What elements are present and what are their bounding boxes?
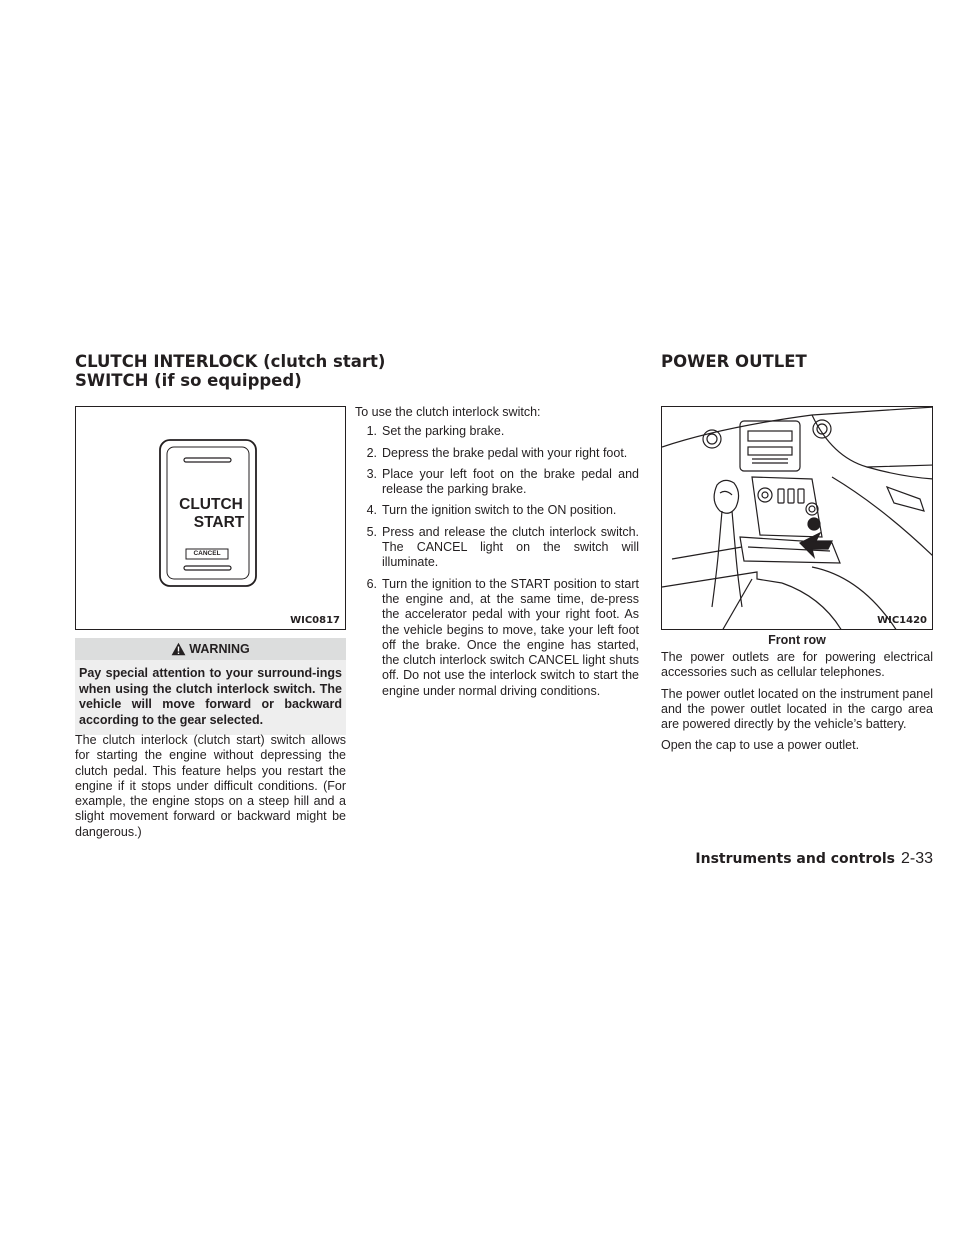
list-item: 6. Turn the ignition to the START position to start the engine and, at the same time, de-press the accelerator pedal with your right foot. As the vehicle begins to move, take your left foot off the brake. Once the engine has started, the clutch interlock switch CANCEL light shuts off. Do not use the interlock switch to start the engine under normal driving conditions. xyxy=(366,576,639,698)
clutch-steps-section xyxy=(355,405,639,705)
power-outlet-illustration xyxy=(662,407,933,630)
list-item: 1. Set the parking brake. xyxy=(366,424,505,439)
list-item: 3. Place your left foot on the brake pedal and release the parking brake. xyxy=(366,466,639,497)
warning-box xyxy=(75,638,346,735)
page-number: 2-33 xyxy=(900,850,933,867)
section-title-clutch-interlock xyxy=(75,352,385,390)
power-outlet-paragraph: The power outlet located on the instrument panel and the power outlet located in the cargo area are powered directly by the vehicle’s battery. xyxy=(661,686,933,732)
figure-id-right: WIC1420 xyxy=(877,615,927,626)
figure-power-outlet xyxy=(661,406,933,630)
section-title-power-outlet: POWER OUTLET xyxy=(661,352,807,371)
warning-text: Pay special attention to your surround-ings when using the clutch interlock switch. The vehicle will move forward or backward according to the gear selected. xyxy=(75,660,346,735)
section-title-line1: CLUTCH INTERLOCK (clutch start) xyxy=(75,352,386,371)
power-outlet-paragraph: Open the cap to use a power outlet. xyxy=(661,738,860,753)
page-footer xyxy=(695,850,933,868)
cancel-indicator-label: CANCEL xyxy=(193,550,221,557)
warning-icon xyxy=(171,641,186,663)
power-outlet-description xyxy=(661,650,933,760)
figure-caption-front-row: Front row xyxy=(768,633,826,647)
list-item: 4. Turn the ignition switch to the ON position. xyxy=(366,503,617,518)
list-item: 5. Press and release the clutch interlock switch. The CANCEL light on the switch will illuminate. xyxy=(366,524,639,570)
section-title-line2: SWITCH (if so equipped) xyxy=(75,371,302,390)
switch-label-start: START xyxy=(193,514,245,531)
figure-clutch-switch xyxy=(75,406,346,630)
steps-intro: To use the clutch interlock switch: xyxy=(355,405,541,419)
list-item: 2. Depress the brake pedal with your right foot. xyxy=(366,445,628,460)
warning-header xyxy=(75,638,346,660)
clutch-description-text: The clutch interlock (clutch start) switch allows for starting the engine without depressing the clutch pedal. This feature helps you restart the engine if it stops under difficult conditions. (For example, the engine stops on a steep hill and a slight movement forward or backward might be dangerous.) xyxy=(75,733,346,839)
steps-list xyxy=(355,424,639,699)
warning-title: WARNING xyxy=(189,642,250,656)
chapter-name: Instruments and controls xyxy=(695,851,895,867)
power-outlet-paragraph: The power outlets are for powering electrical accessories such as cellular telephones. xyxy=(661,650,933,680)
switch-label-clutch: CLUTCH xyxy=(179,496,243,513)
switch-label xyxy=(160,496,262,532)
figure-id-left: WIC0817 xyxy=(290,615,340,626)
clutch-description xyxy=(75,733,346,846)
